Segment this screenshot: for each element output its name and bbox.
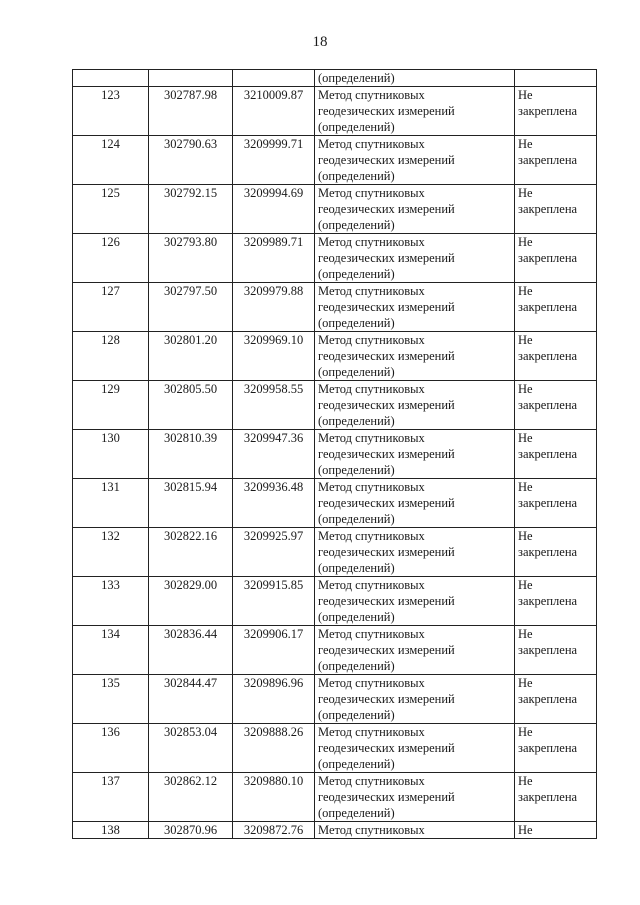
cell-method xyxy=(315,773,515,822)
cell-x: 302787.98 xyxy=(149,87,233,136)
cell-line: (определений) xyxy=(318,659,395,673)
cell-line: геодезических измерений xyxy=(318,643,455,657)
cell-line: Не xyxy=(518,431,533,445)
cell-line: (определений) xyxy=(318,267,395,281)
cell-line: геодезических измерений xyxy=(318,545,455,559)
table-row xyxy=(73,185,597,234)
cell-line: (определений) xyxy=(318,169,395,183)
cell-line: закреплена xyxy=(518,300,578,314)
cell-number: 129 xyxy=(73,381,149,430)
cell-number: 133 xyxy=(73,577,149,626)
cell-line: закреплена xyxy=(518,790,578,804)
cell-line: (определений) xyxy=(318,806,395,820)
cell-line: Не xyxy=(518,382,533,396)
cell-method xyxy=(315,87,515,136)
cell-number: 130 xyxy=(73,430,149,479)
cell-x: 302815.94 xyxy=(149,479,233,528)
cell-line: Не xyxy=(518,578,533,592)
cell-method xyxy=(315,430,515,479)
cell-line: (определений) xyxy=(318,414,395,428)
cell-status xyxy=(515,479,597,528)
cell-status xyxy=(515,724,597,773)
cell-y: 3209969.10 xyxy=(233,332,315,381)
table-row xyxy=(73,773,597,822)
cell-status xyxy=(515,185,597,234)
cell-y: 3209915.85 xyxy=(233,577,315,626)
cell-line: Метод спутниковых xyxy=(318,382,425,396)
cell-line: Метод спутниковых xyxy=(318,774,425,788)
cell-line: Не xyxy=(518,627,533,641)
cell-status xyxy=(515,675,597,724)
cell-method xyxy=(315,381,515,430)
cell-x: 302805.50 xyxy=(149,381,233,430)
cell-x: 302844.47 xyxy=(149,675,233,724)
cell-line: закреплена xyxy=(518,398,578,412)
cell-y: 3209896.96 xyxy=(233,675,315,724)
cell-line: Не xyxy=(518,529,533,543)
table-row xyxy=(73,675,597,724)
cell-line: Не xyxy=(518,480,533,494)
cell-line: геодезических измерений xyxy=(318,349,455,363)
cell-number: 131 xyxy=(73,479,149,528)
cell-line: закреплена xyxy=(518,104,578,118)
cell-y: 3209888.26 xyxy=(233,724,315,773)
cell-x: 302801.20 xyxy=(149,332,233,381)
cell-line: Не xyxy=(518,725,533,739)
cell-line: геодезических измерений xyxy=(318,741,455,755)
cell-line: геодезических измерений xyxy=(318,594,455,608)
cell-line: Метод спутниковых xyxy=(318,627,425,641)
cell-line: Метод спутниковых xyxy=(318,88,425,102)
cell-line: Метод спутниковых xyxy=(318,431,425,445)
cell-x: 302790.63 xyxy=(149,136,233,185)
cell-y: 3209872.76 xyxy=(233,822,315,839)
cell-line: (определений) xyxy=(318,463,395,477)
cell-number: 134 xyxy=(73,626,149,675)
table-row xyxy=(73,234,597,283)
cell-method xyxy=(315,724,515,773)
cell-line: Не xyxy=(518,774,533,788)
cell-line: (определений) xyxy=(318,316,395,330)
cell-x: 302853.04 xyxy=(149,724,233,773)
cell-line: геодезических измерений xyxy=(318,398,455,412)
cell-number: 124 xyxy=(73,136,149,185)
cell-line: Не xyxy=(518,137,533,151)
table-row xyxy=(73,136,597,185)
cell-line: Не xyxy=(518,186,533,200)
cell-number: 125 xyxy=(73,185,149,234)
cell-y xyxy=(233,70,315,87)
cell-line: закреплена xyxy=(518,594,578,608)
cell-line: геодезических измерений xyxy=(318,251,455,265)
table-row xyxy=(73,381,597,430)
cell-line: геодезических измерений xyxy=(318,202,455,216)
cell-line: Метод спутниковых xyxy=(318,284,425,298)
cell-line: (определений) xyxy=(318,365,395,379)
cell-line: закреплена xyxy=(518,741,578,755)
cell-number: 123 xyxy=(73,87,149,136)
cell-y: 3209925.97 xyxy=(233,528,315,577)
cell-status xyxy=(515,430,597,479)
cell-status xyxy=(515,332,597,381)
cell-line: Не xyxy=(518,88,533,102)
cell-method xyxy=(315,283,515,332)
cell-number: 137 xyxy=(73,773,149,822)
cell-line: Не xyxy=(518,676,533,690)
cell-line: закреплена xyxy=(518,692,578,706)
cell-status xyxy=(515,577,597,626)
cell-line: (определений) xyxy=(318,218,395,232)
cell-y: 3210009.87 xyxy=(233,87,315,136)
cell-y: 3209947.36 xyxy=(233,430,315,479)
cell-x: 302810.39 xyxy=(149,430,233,479)
cell-line: Метод спутниковых xyxy=(318,578,425,592)
cell-status xyxy=(515,136,597,185)
table-row xyxy=(73,479,597,528)
cell-status: Не xyxy=(515,822,597,839)
cell-line: закреплена xyxy=(518,545,578,559)
cell-method xyxy=(315,234,515,283)
coordinates-table xyxy=(72,69,597,839)
cell-line: Метод спутниковых xyxy=(318,480,425,494)
cell-number: 138 xyxy=(73,822,149,839)
page-number: 18 xyxy=(312,34,328,50)
cell-line: закреплена xyxy=(518,349,578,363)
table-row-last xyxy=(73,822,597,839)
cell-method xyxy=(315,332,515,381)
cell-x: 302870.96 xyxy=(149,822,233,839)
cell-line: (определений) xyxy=(318,120,395,134)
cell-number: 136 xyxy=(73,724,149,773)
cell-status xyxy=(515,87,597,136)
table-row xyxy=(73,430,597,479)
cell-line: Метод спутниковых xyxy=(318,529,425,543)
cell-y: 3209880.10 xyxy=(233,773,315,822)
cell-method: Метод спутниковых xyxy=(315,822,515,839)
cell-number: 132 xyxy=(73,528,149,577)
cell-x: 302829.00 xyxy=(149,577,233,626)
cell-line: геодезических измерений xyxy=(318,790,455,804)
cell-line: геодезических измерений xyxy=(318,300,455,314)
table-row xyxy=(73,528,597,577)
cell-y: 3209999.71 xyxy=(233,136,315,185)
cell-status xyxy=(515,70,597,87)
table-row xyxy=(73,87,597,136)
cell-status xyxy=(515,528,597,577)
table-row xyxy=(73,283,597,332)
cell-line: (определений) xyxy=(318,757,395,771)
cell-number: 126 xyxy=(73,234,149,283)
cell-x xyxy=(149,70,233,87)
cell-line: закреплена xyxy=(518,153,578,167)
cell-method xyxy=(315,577,515,626)
cell-method xyxy=(315,136,515,185)
cell-x: 302822.16 xyxy=(149,528,233,577)
cell-line: геодезических измерений xyxy=(318,153,455,167)
cell-method xyxy=(315,626,515,675)
cell-line: геодезических измерений xyxy=(318,104,455,118)
cell-line: Метод спутниковых xyxy=(318,235,425,249)
cell-y: 3209994.69 xyxy=(233,185,315,234)
cell-line: закреплена xyxy=(518,202,578,216)
cell-line: (определений) xyxy=(318,561,395,575)
cell-y: 3209936.48 xyxy=(233,479,315,528)
cell-x: 302797.50 xyxy=(149,283,233,332)
coordinates-table-container xyxy=(72,69,597,839)
cell-method xyxy=(315,675,515,724)
table-row-continuation xyxy=(73,70,597,87)
cell-line: Не xyxy=(518,333,533,347)
cell-y: 3209979.88 xyxy=(233,283,315,332)
cell-status xyxy=(515,283,597,332)
cell-number: 128 xyxy=(73,332,149,381)
cell-line: закреплена xyxy=(518,496,578,510)
cell-y: 3209989.71 xyxy=(233,234,315,283)
cell-line: Метод спутниковых xyxy=(318,725,425,739)
cell-status xyxy=(515,381,597,430)
table-row xyxy=(73,724,597,773)
table-row xyxy=(73,577,597,626)
cell-x: 302793.80 xyxy=(149,234,233,283)
cell-line: (определений) xyxy=(318,708,395,722)
cell-x: 302862.12 xyxy=(149,773,233,822)
cell-method: (определений) xyxy=(315,70,515,87)
cell-method xyxy=(315,185,515,234)
cell-method xyxy=(315,479,515,528)
cell-line: Метод спутниковых xyxy=(318,186,425,200)
cell-number: 135 xyxy=(73,675,149,724)
cell-method xyxy=(315,528,515,577)
cell-line: геодезических измерений xyxy=(318,496,455,510)
cell-x: 302836.44 xyxy=(149,626,233,675)
table-row xyxy=(73,332,597,381)
cell-x: 302792.15 xyxy=(149,185,233,234)
cell-y: 3209958.55 xyxy=(233,381,315,430)
cell-line: закреплена xyxy=(518,643,578,657)
cell-number xyxy=(73,70,149,87)
cell-y: 3209906.17 xyxy=(233,626,315,675)
cell-line: Метод спутниковых xyxy=(318,137,425,151)
cell-line: Метод спутниковых xyxy=(318,676,425,690)
table-row xyxy=(73,626,597,675)
cell-line: (определений) xyxy=(318,610,395,624)
cell-line: Метод спутниковых xyxy=(318,333,425,347)
cell-line: закреплена xyxy=(518,251,578,265)
cell-line: (определений) xyxy=(318,512,395,526)
cell-line: Не xyxy=(518,284,533,298)
cell-line: геодезических измерений xyxy=(318,692,455,706)
cell-line: закреплена xyxy=(518,447,578,461)
cell-line: Не xyxy=(518,235,533,249)
cell-line: геодезических измерений xyxy=(318,447,455,461)
cell-status xyxy=(515,234,597,283)
cell-number: 127 xyxy=(73,283,149,332)
cell-status xyxy=(515,773,597,822)
cell-status xyxy=(515,626,597,675)
